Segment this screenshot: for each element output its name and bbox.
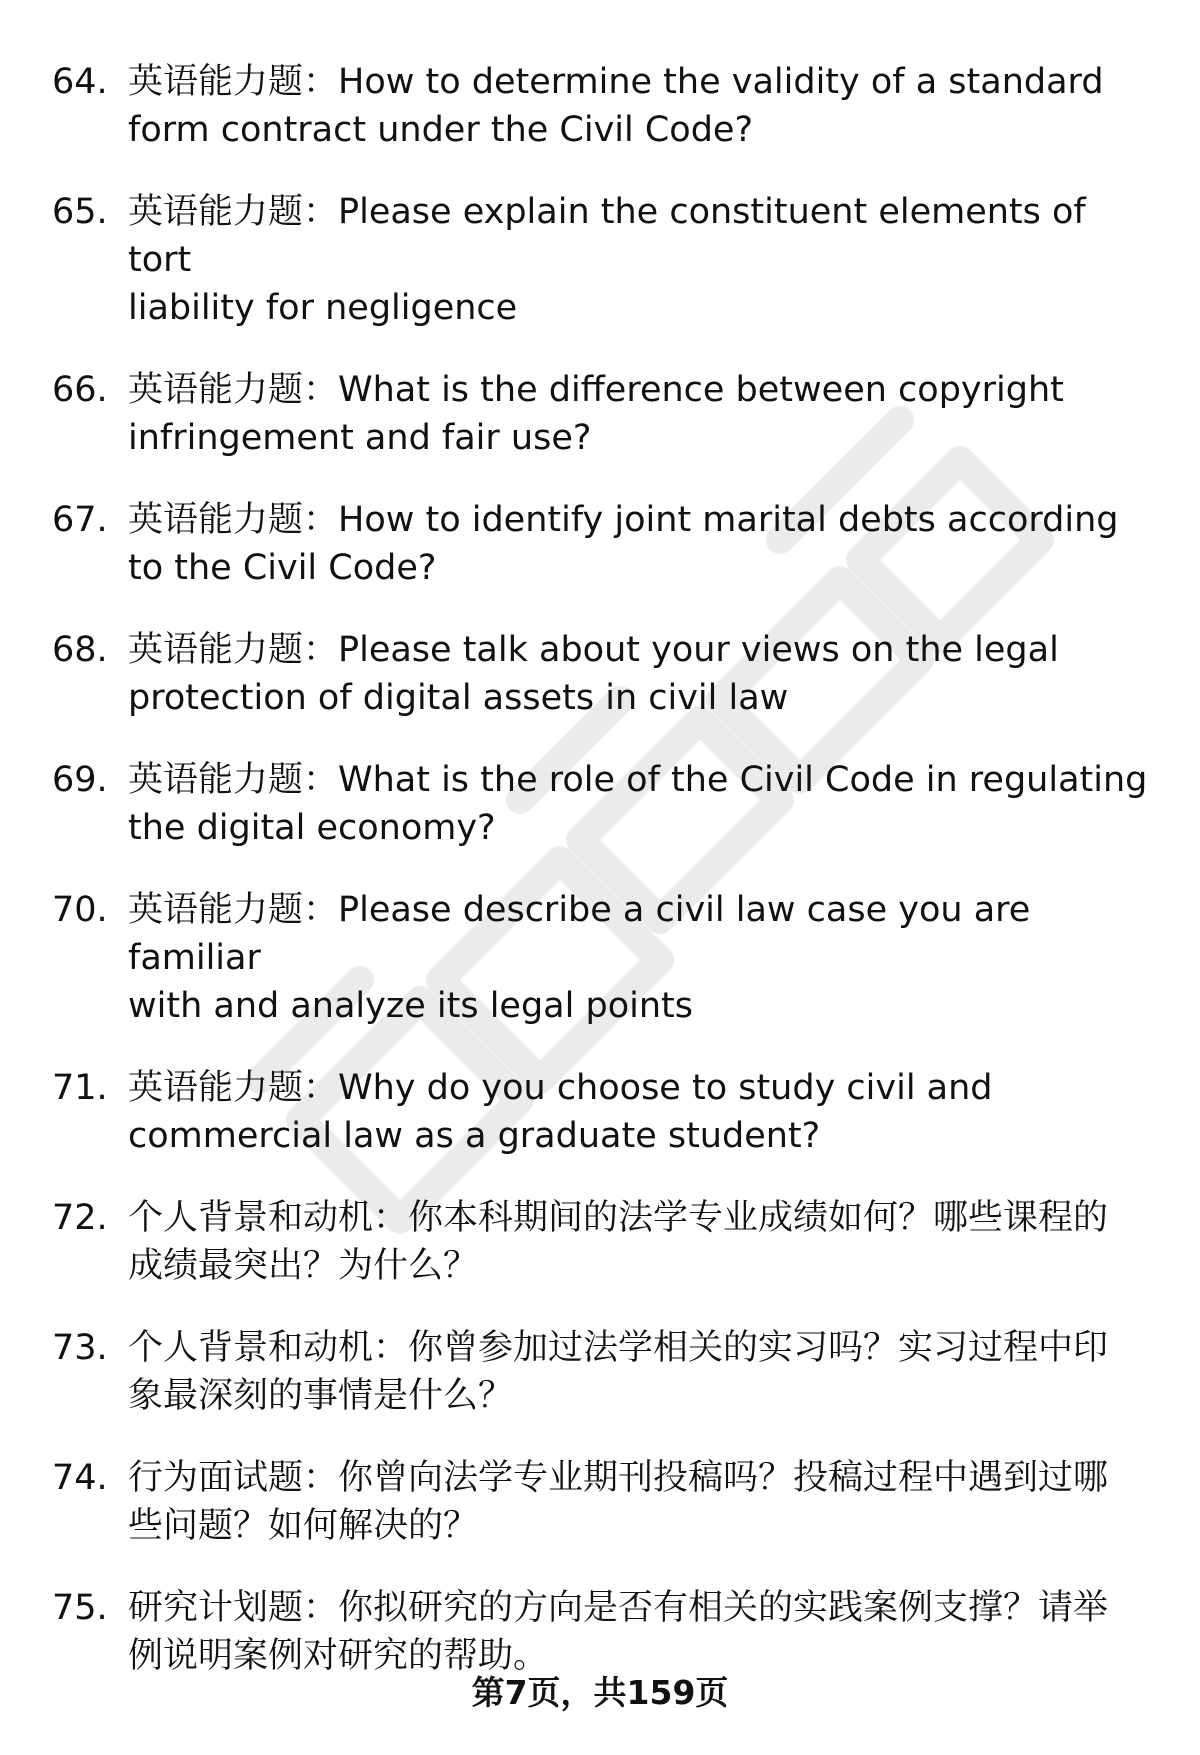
question-text: 英语能力题：How to determine the validity of a standard form contract under the Civil Code? bbox=[128, 62, 1104, 150]
question-number: 75. bbox=[52, 1588, 108, 1628]
question-number: 74. bbox=[52, 1458, 108, 1498]
question-number: 68. bbox=[52, 630, 108, 670]
question-item bbox=[52, 1324, 1152, 1420]
question-text: 行为面试题：你曾向法学专业期刊投稿吗？投稿过程中遇到过哪 些问题？如何解决的？ bbox=[128, 1458, 1109, 1546]
question-number: 64. bbox=[52, 62, 108, 102]
question-text: 英语能力题：Please talk about your views on the legal protection of digital assets in civil law bbox=[128, 630, 1059, 718]
question-item bbox=[52, 496, 1152, 592]
question-number: 66. bbox=[52, 370, 108, 410]
question-text: 英语能力题：What is the role of the Civil Code in regulating the digital economy? bbox=[128, 760, 1148, 848]
question-item bbox=[52, 886, 1152, 1030]
question-text: 英语能力题：How to identify joint marital debts according to the Civil Code? bbox=[128, 500, 1119, 588]
question-number: 67. bbox=[52, 500, 108, 540]
question-text: 英语能力题：Please explain the constituent elements of tort liability for negligence bbox=[128, 192, 1086, 328]
question-item bbox=[52, 1454, 1152, 1550]
question-item bbox=[52, 188, 1152, 332]
question-text: 研究计划题：你拟研究的方向是否有相关的实践案例支撑？请举 例说明案例对研究的帮助。 bbox=[128, 1588, 1109, 1676]
question-text: 个人背景和动机：你本科期间的法学专业成绩如何？哪些课程的 成绩最突出？为什么？ bbox=[128, 1198, 1109, 1286]
question-number: 65. bbox=[52, 192, 108, 232]
question-number: 73. bbox=[52, 1328, 108, 1368]
question-text: 英语能力题：Why do you choose to study civil and commercial law as a graduate student? bbox=[128, 1068, 993, 1156]
question-item bbox=[52, 756, 1152, 852]
question-number: 70. bbox=[52, 890, 108, 930]
question-item bbox=[52, 58, 1152, 154]
question-item bbox=[52, 1584, 1152, 1680]
question-text: 个人背景和动机：你曾参加过法学相关的实习吗？实习过程中印 象最深刻的事情是什么？ bbox=[128, 1328, 1109, 1416]
question-item bbox=[52, 626, 1152, 722]
question-number: 71. bbox=[52, 1068, 108, 1108]
page-number-footer: 第7页，共159页 bbox=[471, 1673, 729, 1712]
question-item bbox=[52, 1194, 1152, 1290]
question-number: 69. bbox=[52, 760, 108, 800]
question-item bbox=[52, 366, 1152, 462]
question-text: 英语能力题：What is the difference between copyright infringement and fair use? bbox=[128, 370, 1064, 458]
question-text: 英语能力题：Please describe a civil law case you are familiar with and analyze its legal points bbox=[128, 890, 1031, 1026]
question-item bbox=[52, 1064, 1152, 1160]
question-number: 72. bbox=[52, 1198, 108, 1238]
question-list bbox=[52, 58, 1152, 1714]
